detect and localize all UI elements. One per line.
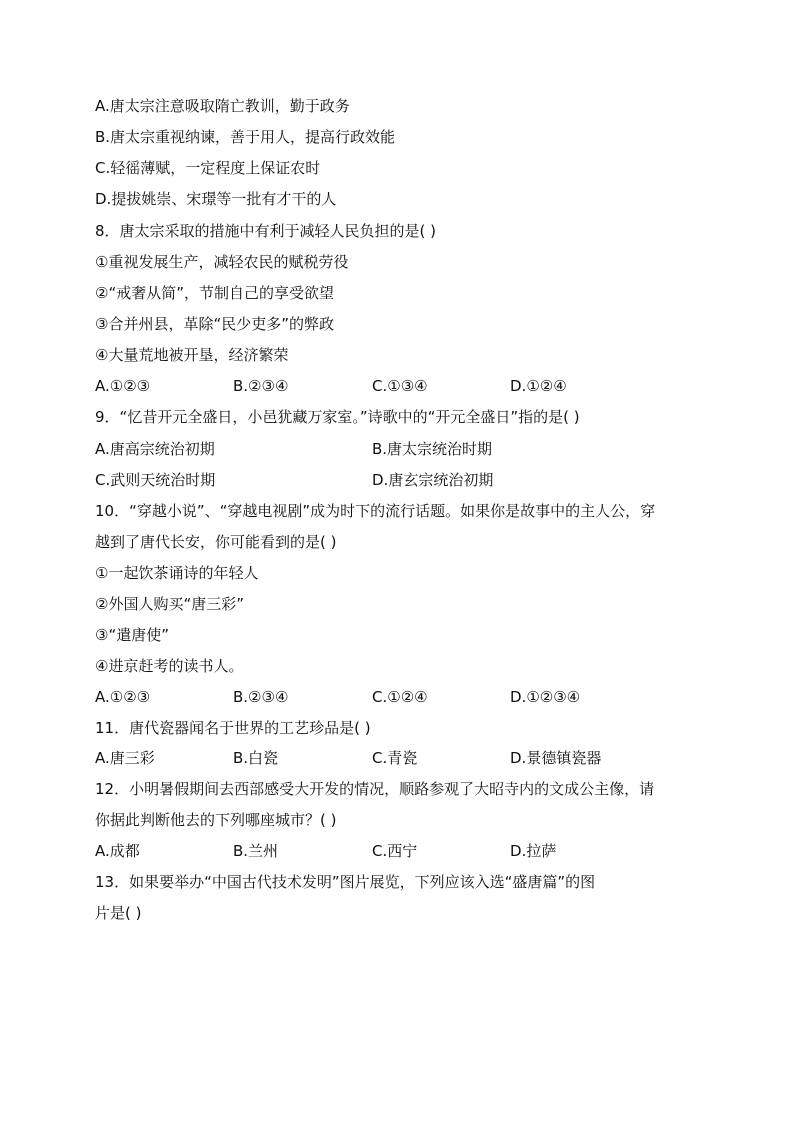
q9-option-b: B.唐太宗统治时期 xyxy=(372,440,493,458)
q9-option-a: A.唐高宗统治初期 xyxy=(95,440,215,458)
q9-option-c: C.武则天统治时期 xyxy=(95,471,216,489)
q10-item-3: ③“遣唐使” xyxy=(95,626,169,644)
q9-stem: 9．“忆昔开元全盛日，小邑犹藏万家室。”诗歌中的“开元全盛日”指的是( ) xyxy=(95,408,580,426)
q12-option-b: B.兰州 xyxy=(233,842,279,860)
q8-option-c: C.①③④ xyxy=(372,377,428,395)
q10-item-1: ①一起饮茶诵诗的年轻人 xyxy=(95,564,259,582)
q10-option-d: D.①②③④ xyxy=(510,688,581,706)
q12-option-c: C.西宁 xyxy=(372,842,418,860)
q10-option-c: C.①②④ xyxy=(372,688,428,706)
q10-option-b: B.②③④ xyxy=(233,688,289,706)
q8-option-b: B.②③④ xyxy=(233,377,289,395)
q13-stem-line-1: 13．如果要举办“中国古代技术发明”图片展览，下列应该入选“盛唐篇”的图 xyxy=(95,873,596,891)
q8-item-3: ③合并州县，革除“民少吏多”的弊政 xyxy=(95,315,334,333)
q8-option-a: A.①②③ xyxy=(95,377,151,395)
q11-option-c: C.青瓷 xyxy=(372,749,418,767)
q8-item-2: ②“戒奢从简”，节制自己的享受欲望 xyxy=(95,284,334,302)
q8-option-d: D.①②④ xyxy=(510,377,567,395)
q7-option-d: D.提拔姚崇、宋璟等一批有才干的人 xyxy=(95,190,337,208)
q10-item-4: ④进京赶考的读书人。 xyxy=(95,657,244,675)
q8-item-1: ①重视发展生产，减轻农民的赋税劳役 xyxy=(95,253,349,271)
q12-option-a: A.成都 xyxy=(95,842,140,860)
q10-stem-line-1: 10．“穿越小说”、“穿越电视剧”成为时下的流行话题。如果你是故事中的主人公，穿 xyxy=(95,502,656,520)
q10-option-a: A.①②③ xyxy=(95,688,151,706)
q13-stem-line-2: 片是( ) xyxy=(95,904,142,922)
q12-option-d: D.拉萨 xyxy=(510,842,557,860)
q9-option-d: D.唐玄宗统治初期 xyxy=(372,471,494,489)
q7-option-a: A.唐太宗注意吸取隋亡教训，勤于政务 xyxy=(95,97,350,115)
q7-option-c: C.轻徭薄赋，一定程度上保证农时 xyxy=(95,159,321,177)
q11-option-a: A.唐三彩 xyxy=(95,749,155,767)
q8-stem: 8．唐太宗采取的措施中有利于减轻人民负担的是( ) xyxy=(95,222,437,240)
q12-stem-line-2: 你据此判断他去的下列哪座城市？( ) xyxy=(95,811,337,829)
q8-item-4: ④大量荒地被开垦，经济繁荣 xyxy=(95,346,289,364)
q10-item-2: ②外国人购买“唐三彩” xyxy=(95,595,244,613)
q10-stem-line-2: 越到了唐代长安，你可能看到的是( ) xyxy=(95,533,337,551)
q11-option-d: D.景德镇瓷器 xyxy=(510,749,602,767)
q11-option-b: B.白瓷 xyxy=(233,749,279,767)
q12-stem-line-1: 12．小明暑假期间去西部感受大开发的情况，顺路参观了大昭寺内的文成公主像，请 xyxy=(95,780,655,798)
q11-stem: 11．唐代瓷器闻名于世界的工艺珍品是( ) xyxy=(95,719,371,737)
q7-option-b: B.唐太宗重视纳谏，善于用人，提高行政效能 xyxy=(95,128,396,146)
